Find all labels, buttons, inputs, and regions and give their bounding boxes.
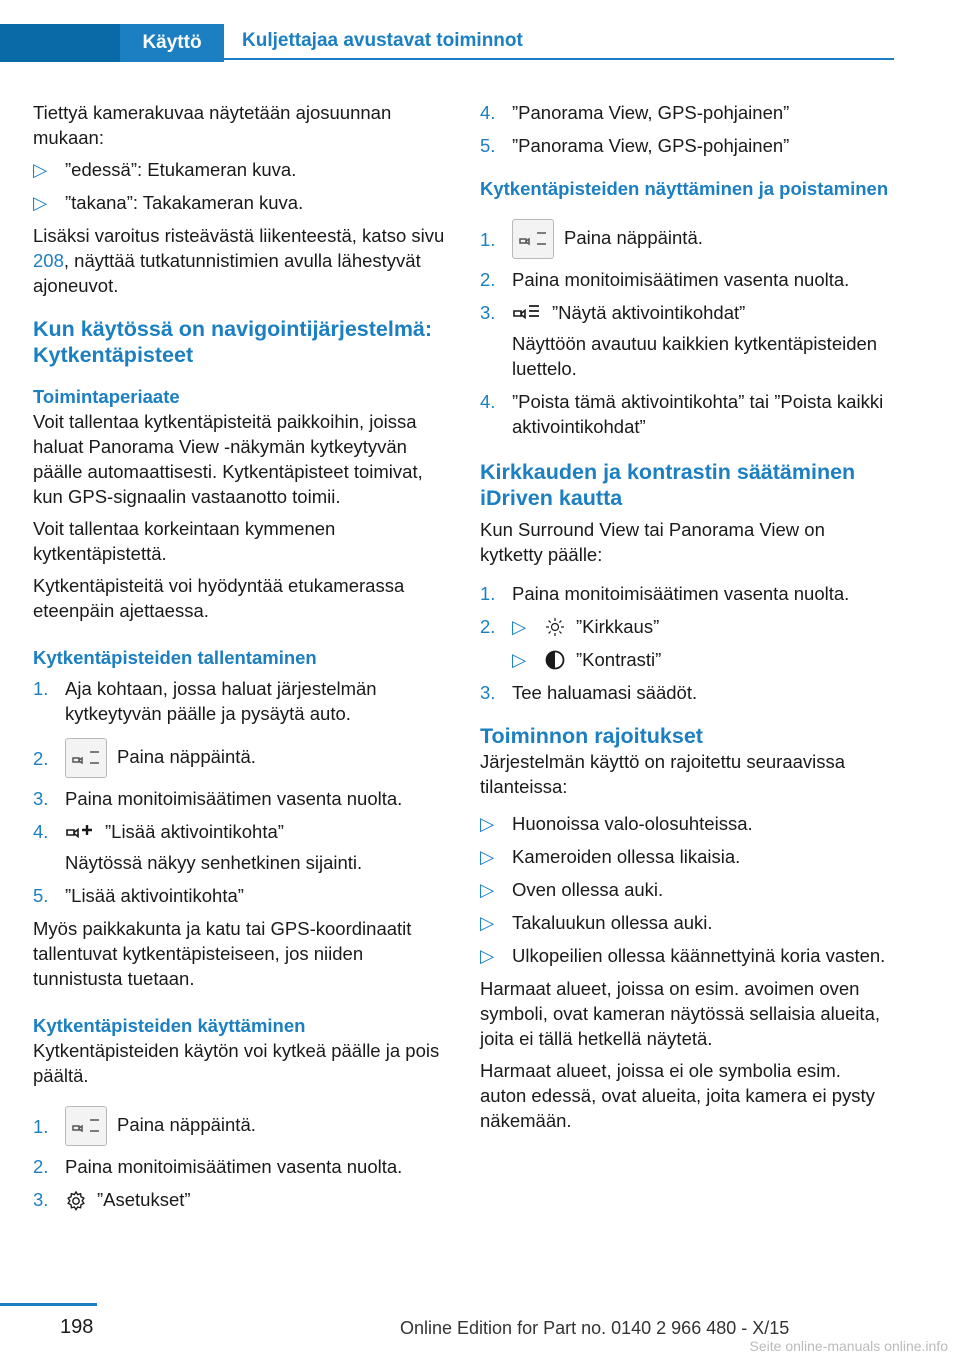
list-item: 1. Paina näppäintä. [33, 1106, 451, 1146]
list-item: ▷ Kameroiden ollessa likaisia. [480, 846, 741, 868]
warning-paragraph: Lisäksi varoitus risteävästä liikenteestä, katso sivu 208, näyttää tutkatunnistimien avulla lähestyvät ajoneuvot. [33, 225, 445, 296]
principle-paragraph-1: Voit tallentaa kytkentäpisteitä paikkoihin, joissa haluat Panorama View -näkymän kytkeytyvän päälle automaattisesti. Kytkentäpisteet toimivat, kun GPS-signaalin vastaanotto toimii. [33, 411, 423, 507]
left-column [33, 100, 451, 1220]
brightness-steps-list [480, 581, 890, 705]
footer-rule [0, 1303, 97, 1306]
settings-gear-icon [65, 1190, 87, 1212]
bullet-triangle-icon: ▷ [480, 945, 495, 967]
contrast-option: ▷ ”Kontrasti” [512, 649, 662, 671]
intro-paragraph: Tiettyä kamerakuvaa näytetään ajosuunnan mukaan: [33, 102, 392, 148]
bullet-triangle-icon: ▷ [512, 649, 527, 671]
list-item: 2. Paina näppäintä. [33, 738, 451, 778]
bullet-triangle-icon: ▷ [33, 192, 48, 213]
subheading-save: Kytkentäpisteiden tallentaminen [33, 647, 317, 668]
bullet-triangle-icon: ▷ [480, 846, 495, 868]
save-steps-list [33, 676, 451, 844]
camera-button-icon [512, 219, 554, 259]
list-item: 2. Paina monitoimisäätimen vasenta nuolta. [480, 269, 850, 290]
bullet-triangle-icon: ▷ [480, 879, 495, 901]
section-heading-brightness: Kirkkauden ja kontrastin säätäminen iDriven kautta [480, 460, 856, 511]
show-steps-list-cont [480, 389, 890, 439]
list-item: ▷ Oven ollessa auki. [480, 879, 664, 901]
brightness-option: ▷ ”Kirkkaus” [512, 616, 660, 638]
list-item: 3. ”Asetukset” [33, 1187, 451, 1212]
list-item: 2. Paina monitoimisäätimen vasenta nuolta. [33, 1156, 403, 1178]
list-item: 1. Paina monitoimisäätimen vasenta nuolta. [480, 583, 850, 605]
page-number: 198 [60, 1316, 94, 1338]
list-item: 3. ”Näytä aktivointikohdat” [480, 300, 890, 325]
limits-bullet-list [480, 811, 890, 968]
principle-paragraph-3: Kytkentäpisteitä voi hyödyntää etukamerassa eteenpäin ajettaessa. [33, 575, 405, 621]
list-item: ▷ Takaluukun ollessa auki. [480, 912, 713, 934]
section-heading-limits: Toiminnon rajoitukset [480, 724, 703, 749]
right-column [480, 100, 890, 1140]
list-item: 4. ”Panorama View, GPS-pohjainen” [480, 102, 790, 123]
list-item: 4. ”Lisää aktivointikohta” [33, 819, 451, 844]
save-after-paragraph: Myös paikkakunta ja katu tai GPS-koordinaatit tallentuvat kytkentäpisteiseen, jos niiden tunnistusta tuetaan. [33, 918, 412, 990]
principle-paragraph-2: Voit tallentaa korkeintaan kymmenen kytkentäpistettä. [33, 518, 336, 564]
show-steps-list [480, 219, 890, 325]
save-step4-note: Näytössä näkyy senhetkinen sijainti. [65, 852, 363, 874]
use-steps-list-cont [480, 100, 890, 158]
list-item: 5. ”Lisää aktivointikohta” [33, 885, 244, 907]
bullet-triangle-icon: ▷ [512, 616, 527, 638]
camera-add-icon [65, 822, 95, 844]
subheading-show-delete: Kytkentäpisteiden näyttäminen ja poistaminen [480, 178, 889, 199]
page-header [0, 0, 960, 62]
bullet-triangle-icon: ▷ [480, 912, 495, 934]
header-color-block [0, 24, 120, 62]
list-item: 1. Paina näppäintä. [480, 219, 890, 259]
intro-bullet-list [33, 157, 451, 215]
header-chapter-title: Kuljettajaa avustavat toiminnot [224, 24, 894, 60]
sun-icon [544, 616, 566, 638]
camera-button-icon [65, 738, 107, 778]
list-item: 2. ▷ ”Kirkkaus” ▷ ”Kontrasti” [480, 614, 890, 672]
use-intro-paragraph: Kytkentäpisteiden käytön voi kytkeä päälle ja pois päältä. [33, 1040, 440, 1087]
show-step3-note: Näyttöön avautuu kaikkien kytkentäpisteiden luettelo. [512, 333, 878, 380]
limits-intro: Järjestelmän käyttö on rajoitettu seuraavissa tilanteissa: [480, 751, 846, 798]
list-item: 3. Paina monitoimisäätimen vasenta nuolta. [33, 788, 403, 809]
list-item: ▷ ”edessä”: Etukameran kuva. [33, 159, 297, 180]
bullet-triangle-icon: ▷ [480, 813, 495, 835]
page-link[interactable]: 208 [33, 250, 64, 271]
list-item: ▷ Ulkopeilien ollessa käännettyinä koria vasten. [480, 945, 886, 967]
limits-paragraph-2: Harmaat alueet, joissa ei ole symbolia esim. auton edessä, ovat alueita, joita kamera ei pysty näkemään. [480, 1060, 875, 1132]
save-steps-list-cont [33, 883, 451, 908]
watermark: Seite online-manuals online.info [749, 1338, 948, 1354]
bullet-triangle-icon: ▷ [33, 159, 48, 180]
list-item: ▷ Huonoissa valo-olosuhteissa. [480, 813, 753, 835]
list-item: 1. Aja kohtaan, jossa haluat järjestelmän kytkeytyvän päälle ja pysäytä auto. [33, 678, 377, 724]
section-heading-navigation: Kun käytössä on navigointijärjestelmä: Kytkentäpisteet [33, 317, 433, 367]
list-item: 3. Tee haluamasi säädöt. [480, 682, 698, 704]
list-item: ▷ ”takana”: Takakameran kuva. [33, 192, 304, 213]
use-steps-list [33, 1106, 451, 1212]
camera-button-icon [65, 1106, 107, 1146]
camera-list-icon [512, 303, 542, 325]
subheading-principle: Toimintaperiaate [33, 386, 180, 407]
limits-paragraph-1: Harmaat alueet, joissa on esim. avoimen oven symboli, ovat kameran näytössä sellaisia alueita, joita ei tällä hetkellä näytetä. [480, 978, 880, 1050]
brightness-intro: Kun Surround View tai Panorama View on kytketty päälle: [480, 519, 825, 566]
list-item: 4. ”Poista tämä aktivointikohta” tai ”Poista kaikki aktivointikohdat” [480, 391, 884, 438]
subheading-use: Kytkentäpisteiden käyttäminen [33, 1015, 306, 1037]
list-item: 5. ”Panorama View, GPS-pohjainen” [480, 135, 790, 156]
header-section-tab: Käyttö [120, 24, 224, 62]
contrast-icon [544, 649, 566, 671]
footer-edition: Online Edition for Part no. 0140 2 966 480 - X/15 [400, 1318, 790, 1338]
